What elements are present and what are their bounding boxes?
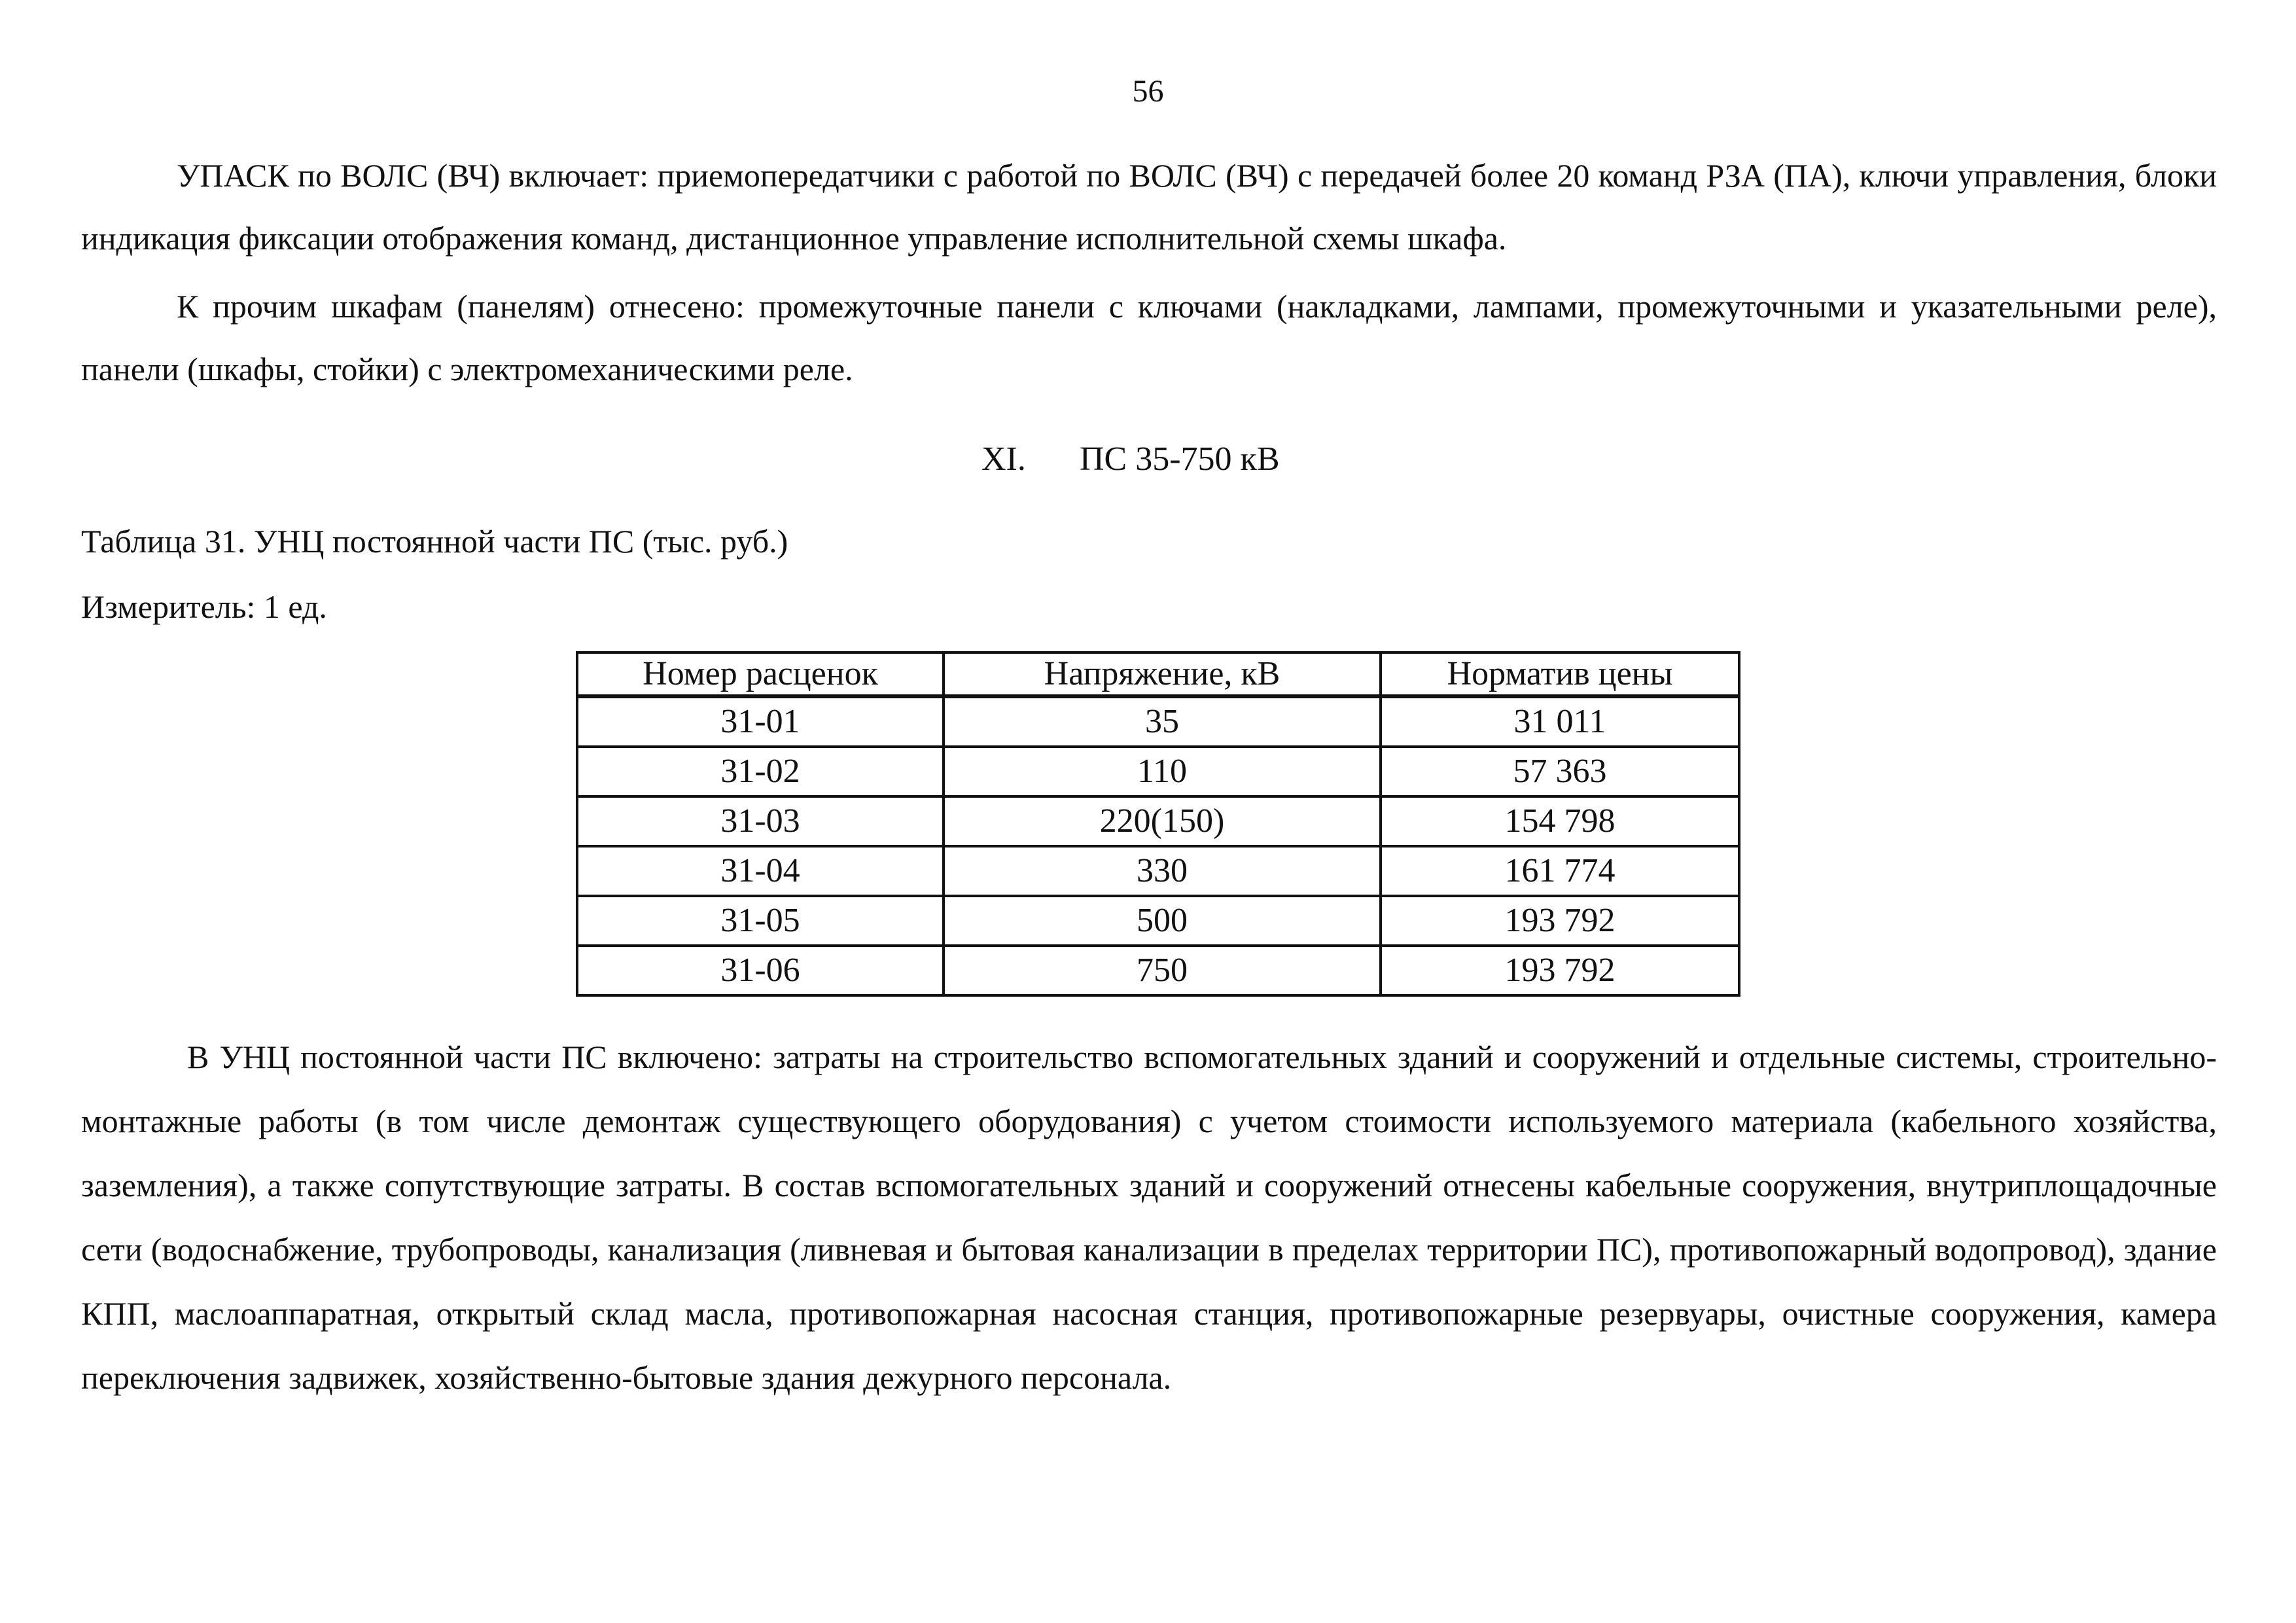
header-voltage: Напряжение, кВ [944, 652, 1381, 696]
header-rate-number: Номер расценок [577, 652, 944, 696]
table-row [577, 747, 1739, 796]
section-heading [981, 440, 1280, 478]
table-measure-unit: Измеритель: 1 ед. [81, 588, 327, 625]
cell-voltage: 35 [944, 696, 1381, 747]
cell-voltage: 110 [944, 747, 1381, 796]
cell-voltage: 750 [944, 946, 1381, 995]
paragraph-unc-included: В УНЦ постоянной части ПС включено: затраты на строительство вспомогательных зданий и сооружений и отдельные системы, строительно-монтажные работы (в том числе демонтаж существующего оборудования) с учетом стоимости используемого материала (кабельного хозяйства, заземления), а также сопутствующие затраты. В состав вспомогательных зданий и сооружений отнесены кабельные сооружения, внутриплощадочные сети (водоснабжение, трубопроводы, канализация (ливневая и бытовая канализации в пределах территории ПС), противопожарный водопровод), здание КПП, маслоаппаратная, открытый склад масла, противопожарная насосная станция, противопожарные резервуары, очистные сооружения, камера переключения задвижек, хозяйственно-бытовые здания дежурного персонала. [81, 1039, 2217, 1396]
header-price-norm: Норматив цены [1381, 652, 1739, 696]
table-caption: Таблица 31. УНЦ постоянной части ПС (тыс. руб.) [81, 523, 788, 560]
cell-price-norm: 193 792 [1381, 896, 1739, 946]
table-row [577, 896, 1739, 946]
cell-rate-number: 31-01 [577, 696, 944, 747]
table-row [577, 696, 1739, 747]
cell-voltage: 500 [944, 896, 1381, 946]
table-header-row [577, 652, 1739, 696]
cell-price-norm: 57 363 [1381, 747, 1739, 796]
cell-voltage: 220(150) [944, 796, 1381, 846]
cell-rate-number: 31-02 [577, 747, 944, 796]
cell-rate-number: 31-04 [577, 846, 944, 896]
cell-price-norm: 154 798 [1381, 796, 1739, 846]
table-row [577, 796, 1739, 846]
paragraph-other-cabinets: К прочим шкафам (панелям) отнесено: промежуточные панели с ключами (накладками, лампами, промежуточными и указательными реле), панели (шкафы, стойки) с электромеханическими реле. [81, 288, 2217, 387]
section-title: ПС 35-750 кВ [1080, 440, 1280, 478]
paragraph-upask: УПАСК по ВОЛС (ВЧ) включает: приемопередатчики с работой по ВОЛС (ВЧ) с передачей более 20 команд РЗА (ПА), ключи управления, блоки индикация фиксации отображения команд, дистанционное управление исполнительной схемы шкафа. [81, 157, 2217, 257]
cell-price-norm: 31 011 [1381, 696, 1739, 747]
cell-rate-number: 31-06 [577, 946, 944, 995]
cell-price-norm: 193 792 [1381, 946, 1739, 995]
cell-price-norm: 161 774 [1381, 846, 1739, 896]
table-row [577, 846, 1739, 896]
section-number: XI. [981, 440, 1026, 478]
page-number: 56 [1132, 74, 1164, 109]
price-table [576, 651, 1740, 997]
table-row [577, 946, 1739, 995]
cell-rate-number: 31-05 [577, 896, 944, 946]
cell-voltage: 330 [944, 846, 1381, 896]
cell-rate-number: 31-03 [577, 796, 944, 846]
